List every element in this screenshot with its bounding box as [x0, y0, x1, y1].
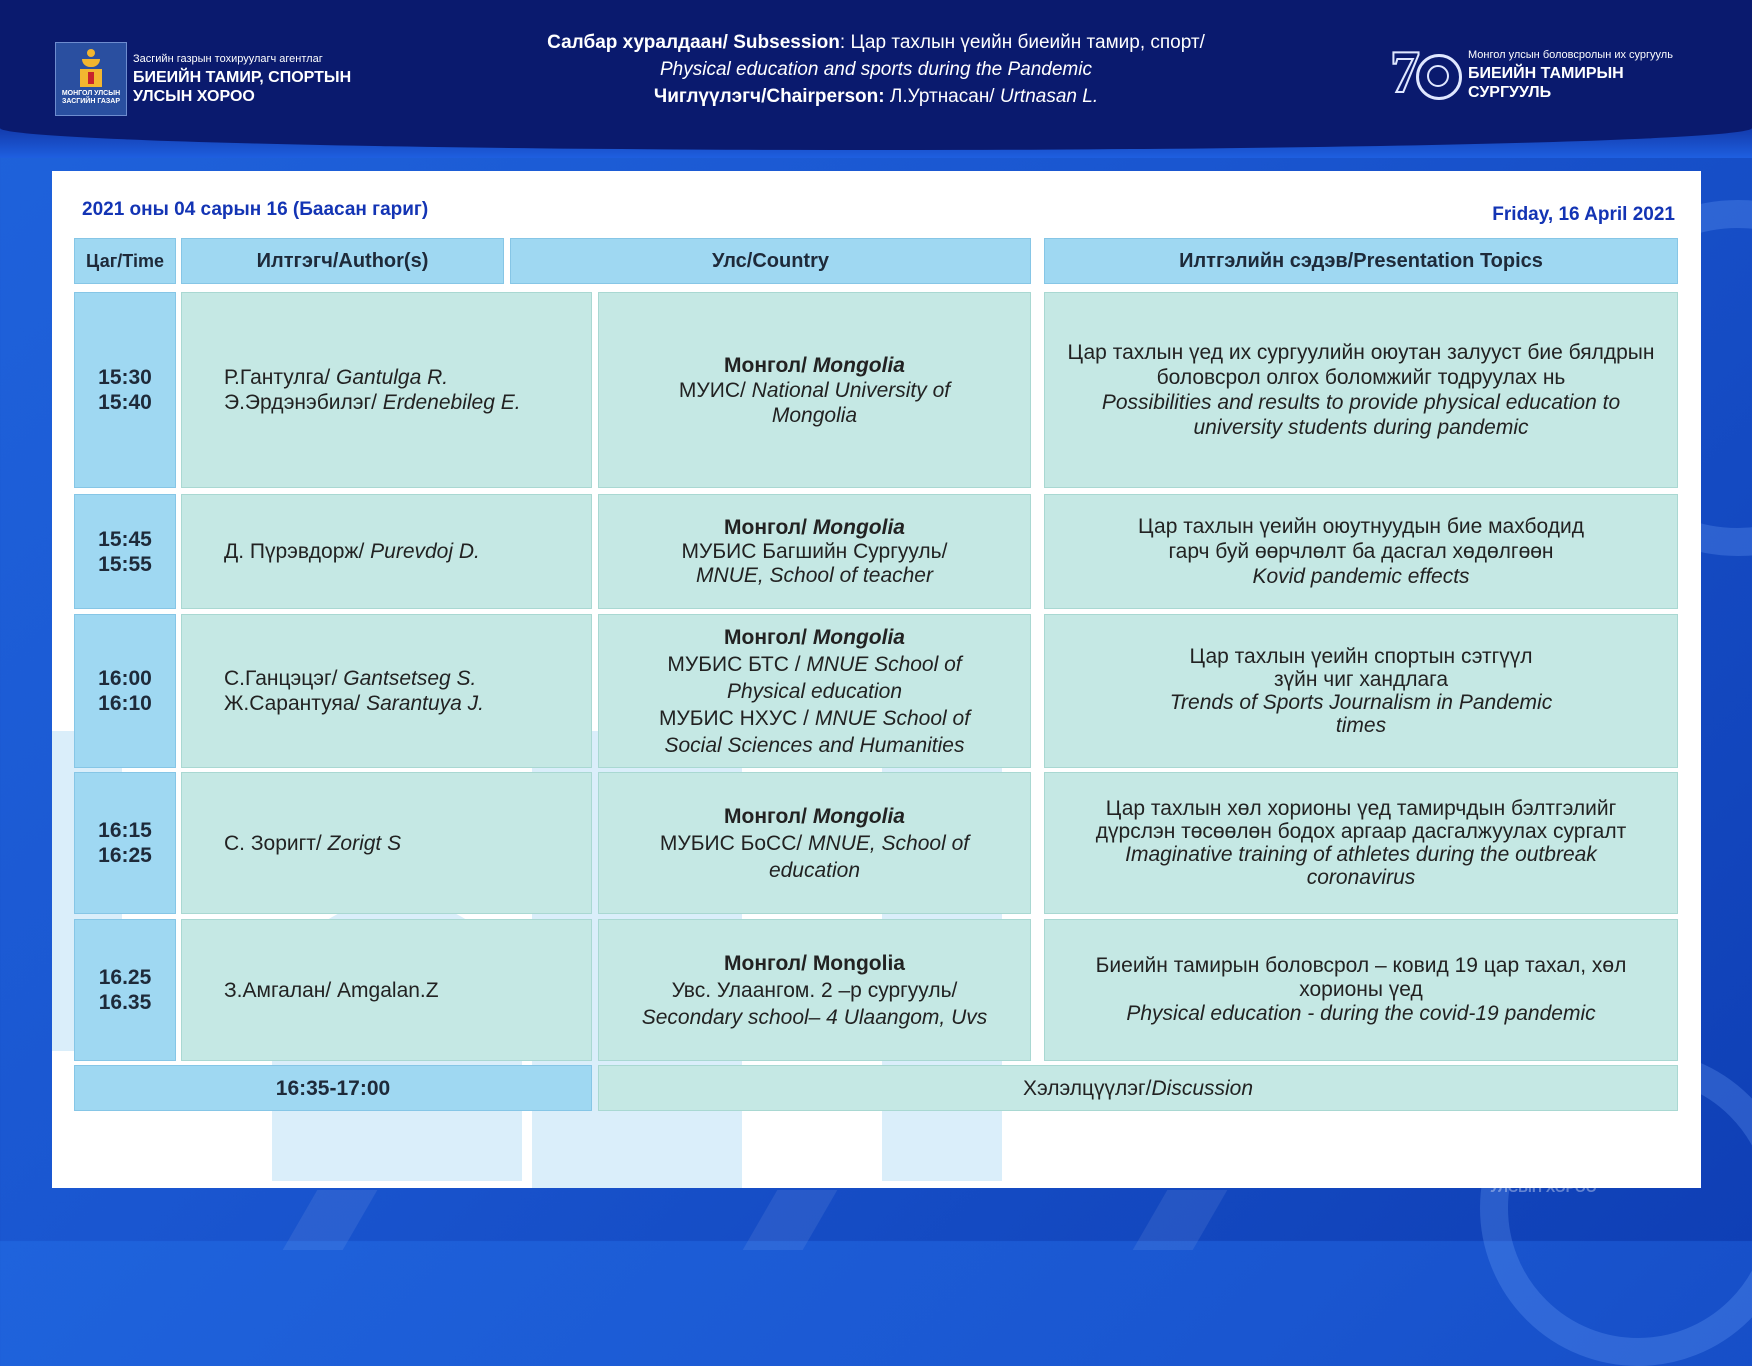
sports-committee-logo: [55, 42, 351, 116]
affiliation-en: National University of Mongolia: [751, 378, 951, 427]
end-time: 16:25: [98, 844, 152, 867]
session-title: [400, 29, 1352, 110]
table-row-time: [74, 614, 176, 768]
country-mn: Монгол/: [724, 951, 813, 975]
author-mn: С. Зоригт/: [224, 831, 328, 855]
table-row-topic: [1044, 614, 1678, 768]
country-en: Mongolia: [812, 515, 905, 539]
topic-en: Kovid pandemic effects: [1252, 565, 1470, 588]
affiliation-en: MNUE School of Physical education: [726, 652, 962, 703]
right-logo-subtitle: Монгол улсын боловсролын их сургууль: [1468, 48, 1673, 61]
affiliation-mn: МУБИС НХУС /: [658, 706, 815, 730]
schedule-panel: [52, 171, 1701, 1188]
table-row-topic: [1044, 772, 1678, 914]
topic-mn: Цар тахлын үед их сургуулийн оюутан залууст бие бялдрын боловсрол олгох боломжийг тодруулах нь: [1067, 341, 1655, 389]
end-time: 16:10: [98, 692, 152, 715]
affiliation-en: MNUE, School of education: [768, 831, 970, 882]
school-70-logo: [1390, 39, 1673, 106]
country-en: Mongolia: [812, 804, 905, 828]
author-mn: С.Ганцэцэг/: [224, 667, 344, 690]
emblem-caption: МОНГОЛ УЛСЫН ЗАСГИЙН ГАЗАР: [61, 90, 121, 105]
country-en: Mongolia: [812, 353, 905, 377]
start-time: 16:15: [98, 819, 152, 842]
table-row-country: [598, 772, 1031, 914]
topic-en: Trends of Sports Journalism in Pandemic times: [1169, 691, 1553, 737]
discussion-en: Discussion: [1151, 1076, 1254, 1100]
topic-mn: Биеийн тамирын боловсрол – ковид 19 цар тахал, хөл хорионы үед: [1095, 954, 1627, 1001]
soyombo-emblem-icon: [55, 42, 127, 116]
table-row-topic: [1044, 494, 1678, 609]
table-row-country: [598, 494, 1031, 609]
subsession-label: Салбар хуралдаан/ Subsession: [547, 32, 840, 53]
chair-en: Urtnasan L.: [999, 86, 1099, 107]
faded-committee-logo: БИЕИЙН ТАМИР, СПОРТЫН УЛСЫН ХОРОО: [1490, 1161, 1681, 1195]
table-row-authors: [181, 919, 592, 1061]
header-country: Улс/Country: [510, 238, 1031, 284]
date-english: Friday, 16 April 2021: [1492, 204, 1675, 225]
right-logo-line1: БИЕИЙН ТАМИРЫН: [1468, 64, 1624, 82]
topic-mn: Цар тахлын үеийн спортын сэтгүүл зүйн чиг хандлага: [1189, 645, 1533, 691]
author-en: Erdenebileg E.: [382, 391, 521, 414]
table-row-time: [74, 772, 176, 914]
start-time: 15:45: [98, 527, 152, 551]
table-row-time: [74, 292, 176, 488]
header: [0, 0, 1752, 150]
country-mn: Монгол/: [724, 515, 813, 539]
chair-mn: Л.Уртнасан/: [884, 86, 1000, 107]
background-stripe: [1133, 1190, 1228, 1250]
subsession-en: Physical education and sports during the Pandemic: [660, 59, 1092, 80]
table-row-authors: [181, 494, 592, 609]
author-en: Gantsetseg S.: [343, 667, 477, 690]
header-time: Цаг/Time: [74, 238, 176, 284]
start-time: 15:30: [98, 366, 152, 389]
affiliation-mn: Увс. Улаангом. 2 –р сургууль/: [671, 978, 958, 1002]
chair-label: Чиглүүлэгч/Chairperson:: [653, 86, 885, 107]
topic-en: Physical education - during the covid-19 pandemic: [1126, 1002, 1596, 1025]
affiliation-mn: МУБИС БТС /: [667, 652, 807, 676]
author-en: Purevdoj D.: [370, 540, 480, 563]
affiliation-mn: МУИС/: [678, 378, 752, 402]
affiliation-en: MNUE School of Social Sciences and Humanities: [664, 706, 971, 757]
country-mn: Монгол/: [724, 804, 813, 828]
country-mn: Монгол/: [724, 353, 813, 377]
discussion-cell: [598, 1065, 1678, 1111]
discussion-mn: Хэлэлцүүлэг/: [1022, 1076, 1152, 1100]
table-row-topic: [1044, 292, 1678, 488]
author-mn: Ж.Сарантуяа/: [224, 692, 367, 715]
author-en: Zorigt S: [327, 831, 402, 855]
country-en: Mongolia: [812, 625, 905, 649]
end-time: 15:40: [98, 391, 152, 414]
author-mn: З.Амгалан/: [224, 978, 338, 1002]
author-en: Gantulga R.: [336, 366, 449, 389]
header-topics: Илтгэлийн сэдэв/Presentation Topics: [1044, 238, 1678, 284]
author-mn: Д. Пүрэвдорж/: [224, 540, 371, 563]
topic-mn: Цар тахлын хөл хорионы үед тамирчдын бэлтгэлийг дүрслэн төсөөлөн бодох аргаар дасгалжуулах сургалт: [1095, 797, 1627, 843]
affiliation-mn: МУБИС Багшийн Сургууль/: [681, 539, 948, 563]
topic-en: Possibilities and results to provide physical education to university students during pandemic: [1101, 391, 1621, 439]
affiliation-en: Secondary school– 4 Ulaangom, Uvs: [641, 1005, 988, 1029]
author-mn: Р.Гантулга/: [224, 366, 337, 389]
end-time: 15:55: [98, 552, 152, 576]
left-logo-line2: УЛСЫН ХОРОО: [133, 87, 255, 105]
author-en: Amgalan.Z: [337, 978, 439, 1002]
table-row-time: [74, 919, 176, 1061]
affiliation-en: MNUE, School of teacher: [696, 563, 933, 587]
table-row-country: [598, 292, 1031, 488]
background-stripe: [283, 1190, 378, 1250]
date-mongolian: 2021 оны 04 сарын 16 (Баасан гариг): [82, 199, 429, 220]
start-time: 16.25: [98, 966, 152, 989]
table-row-authors: [181, 614, 592, 768]
country-mn: Монгол/: [724, 625, 813, 649]
topic-mn: Цар тахлын үеийн оюутнуудын бие махбодид гарч буй өөрчлөлт ба дасгал хөдөлгөөн: [1138, 515, 1584, 563]
table-row-country: [598, 614, 1031, 768]
end-time: 16.35: [98, 991, 152, 1014]
topic-en: Imaginative training of athletes during the outbreak coronavirus: [1125, 843, 1597, 889]
right-logo-line2: СУРГУУЛЬ: [1468, 83, 1552, 101]
table-row-time: [74, 494, 176, 609]
table-row-authors: [181, 772, 592, 914]
left-logo-line1: БИЕИЙН ТАМИР, СПОРТЫН: [133, 68, 352, 86]
left-logo-subtitle: Засгийн газрын тохируулагч агентлаг: [133, 52, 323, 65]
affiliation-mn: МУБИС БоСС/: [659, 831, 809, 855]
background-stripe: [743, 1190, 838, 1250]
table-row-country: [598, 919, 1031, 1061]
table-row-topic: [1044, 919, 1678, 1061]
seventy-anniversary-icon: 7: [1390, 44, 1460, 106]
header-authors: Илтгэгч/Author(s): [181, 238, 504, 284]
country-en: Mongolia: [812, 951, 905, 975]
table-row-authors: [181, 292, 592, 488]
author-mn: Э.Эрдэнэбилэг/: [224, 391, 383, 414]
start-time: 16:00: [98, 667, 152, 690]
author-en: Sarantuya J.: [366, 692, 485, 715]
discussion-time: 16:35-17:00: [74, 1065, 592, 1111]
subsession-mn: : Цар тахлын үеийн биеийн тамир, спорт/: [839, 32, 1205, 53]
